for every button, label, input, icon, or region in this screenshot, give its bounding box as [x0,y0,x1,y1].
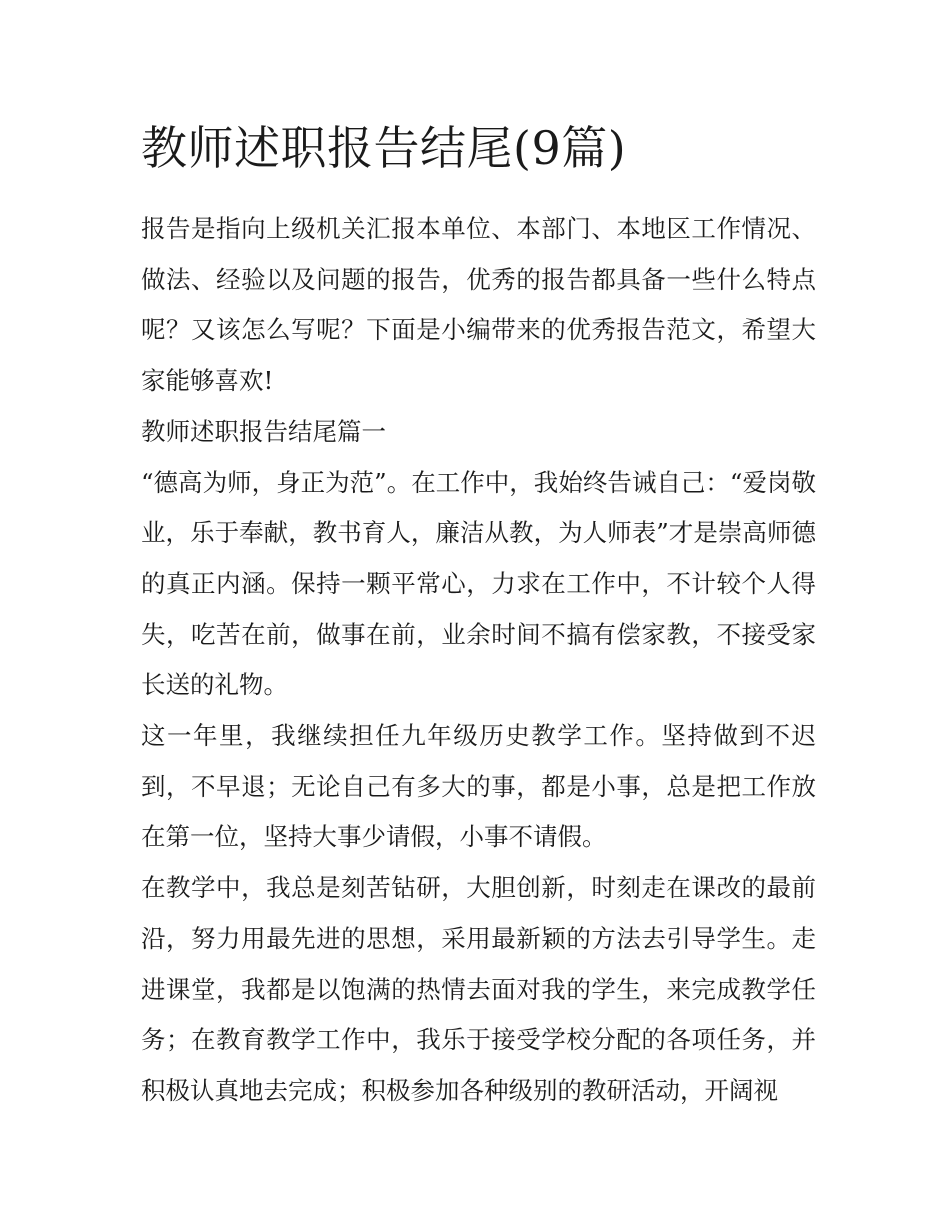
intro-paragraph: 报告是指向上级机关汇报本单位、本部门、本地区工作情况、做法、经验以及问题的报告，优秀的报告都具备一些什么特点呢？又该怎么写呢？下面是小编带来的优秀报告范文，希望大家能够喜欢! [141,214,816,396]
body-paragraph: “德高为师，身正为范”。在工作中，我始终告诫自己：“爱岗敬业，乐于奉献，教书育人，廉洁从教，为人师表”才是崇高师德的真正内涵。保持一颗平常心，力求在工作中，不计较个人得失，吃苦在前，做事在前，业余时间不搞有偿家教，不接受家长送的礼物。 [141,467,816,700]
document-title: 教师述职报告结尾(9篇) [141,121,627,175]
section-heading: 教师述职报告结尾篇一 [141,416,386,446]
document-body [141,112,816,1117]
body-paragraph: 这一年里，我继续担任九年级历史教学工作。坚持做到不迟到，不早退；无论自己有多大的事，都是小事，总是把工作放在第一位，坚持大事少请假，小事不请假。 [141,721,816,852]
body-paragraph: 在教学中，我总是刻苦钻研，大胆创新，时刻走在课改的最前沿，努力用最先进的思想，采用最新颖的方法去引导学生。走进课堂，我都是以饱满的热情去面对我的学生，来完成教学任务；在教育教学工作中，我乐于接受学校分配的各项任务，并积极认真地去完成；积极参加各种级别的教研活动，开阔视 [141,873,816,1105]
